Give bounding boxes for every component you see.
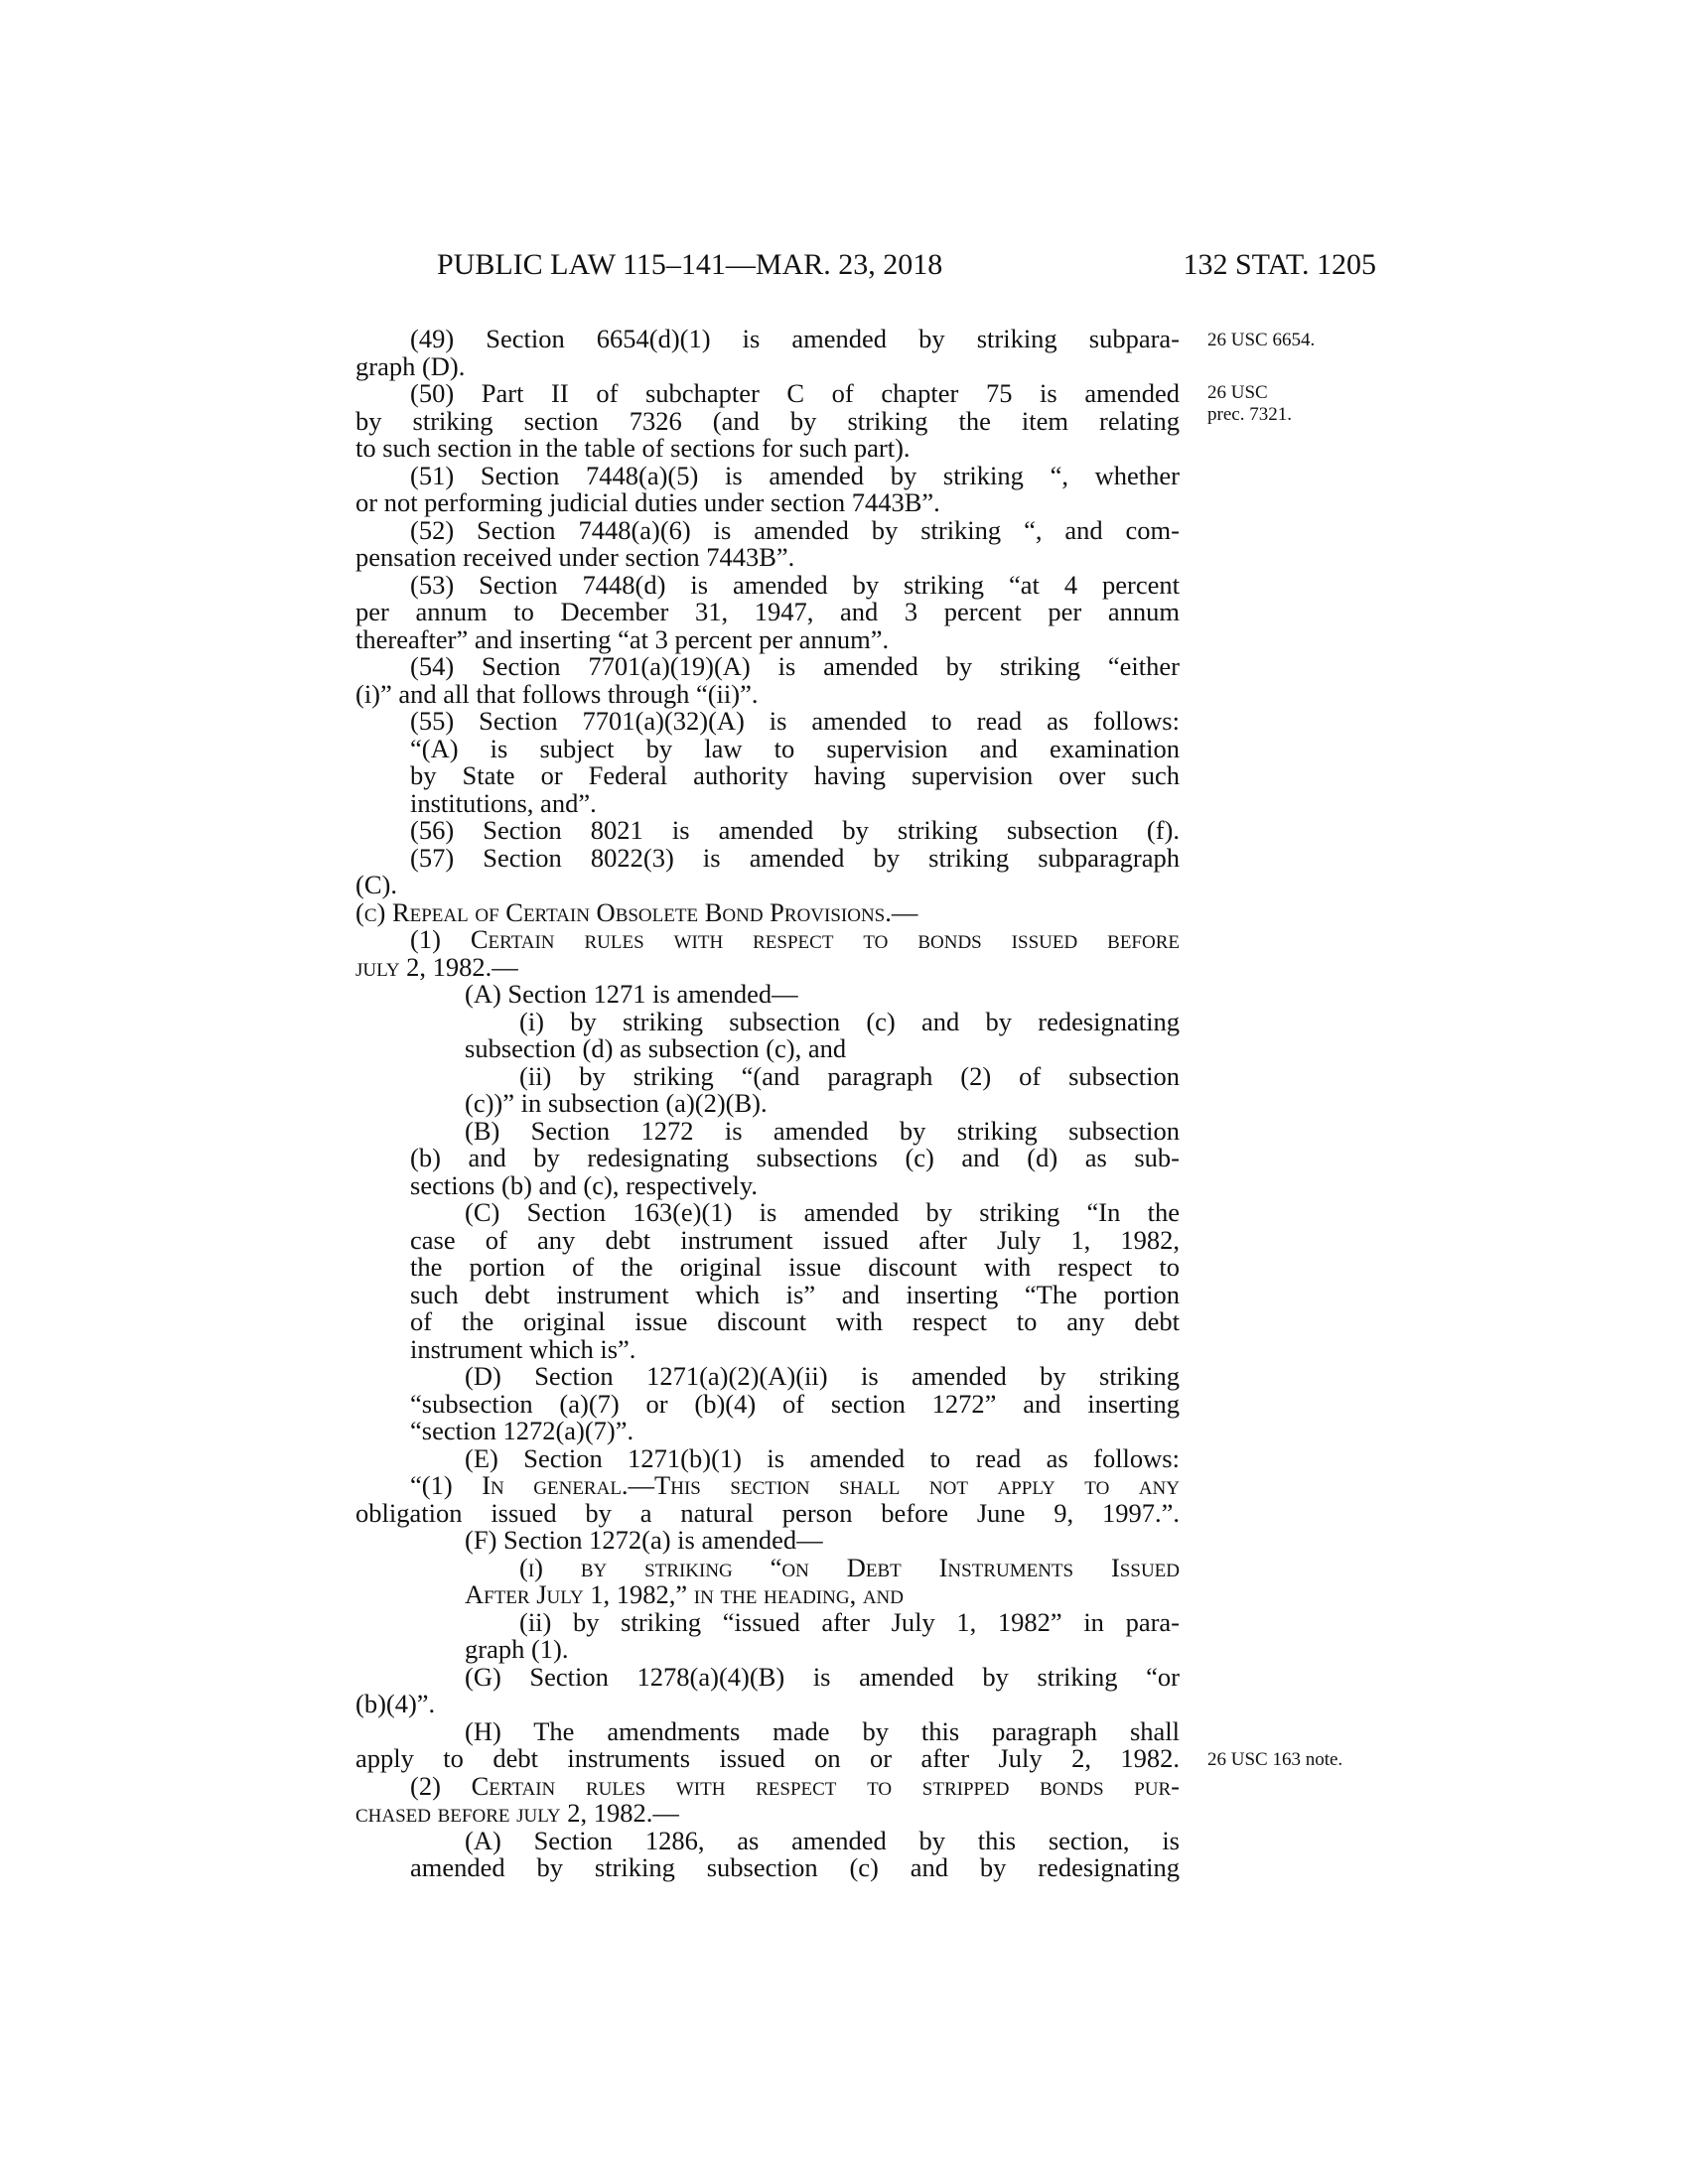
text-line: obligation issued by a natural person before June 9, 1997.”. bbox=[355, 1497, 1180, 1528]
text-line: (c))” in subsection (a)(2)(B). bbox=[465, 1088, 768, 1118]
statute-page-number: 132 STAT. 1205 bbox=[1183, 248, 1376, 281]
text-line: (A) Section 1286, as amended by this section, is bbox=[465, 1825, 1180, 1855]
text-line: (56) Section 8021 is amended by striking subsection (f). bbox=[410, 815, 1180, 845]
page-header bbox=[437, 245, 1376, 285]
document-body bbox=[355, 326, 1180, 1882]
text-line: (54) Section 7701(a)(19)(A) is amended by striking “either bbox=[410, 651, 1180, 681]
text-line: “section 1272(a)(7)”. bbox=[410, 1416, 634, 1445]
text-line: per annum to December 31, 1947, and 3 percent per annum bbox=[355, 597, 1180, 626]
text-line: institutions, and”. bbox=[410, 787, 597, 818]
text-line: (50) Part II of subchapter C of chapter 75 is amended bbox=[410, 378, 1180, 408]
text-line: (ii) by striking “issued after July 1, 1982” in para- bbox=[519, 1606, 1180, 1637]
text-line: (A) Section 1271 is amended— bbox=[465, 979, 798, 1009]
text-line: to such section in the table of sections for such part). bbox=[355, 433, 911, 463]
text-line: instrument which is”. bbox=[410, 1333, 636, 1364]
text-line: graph (D). bbox=[355, 350, 466, 381]
text-line: such debt instrument which is” and inserting “The portion bbox=[410, 1279, 1180, 1309]
margin-note-usc-prec-7321-b: prec. 7321. bbox=[1207, 404, 1292, 425]
text-line: (i) by striking subsection (c) and by redesignating bbox=[519, 1006, 1180, 1036]
text-line: (i)” and all that follows through “(ii)”. bbox=[355, 678, 759, 709]
text-line: (C). bbox=[355, 870, 397, 899]
text-line: amended by striking subsection (c) and by redesignating bbox=[410, 1852, 1180, 1882]
text-line: (ii) by striking “(and paragraph (2) of subsection bbox=[519, 1060, 1180, 1091]
margin-note-usc-prec-7321-a: 26 USC bbox=[1207, 382, 1268, 403]
paragraph-heading: (2) Certain rules with respect to stripped bonds pur- bbox=[410, 1770, 1180, 1801]
text-line: (i) by striking “on Debt Instruments Issued bbox=[519, 1552, 1180, 1582]
text-line: apply to debt instruments issued on or after July 2, 1982. bbox=[355, 1743, 1180, 1773]
text-line: subsection (d) as subsection (c), and bbox=[465, 1033, 847, 1063]
text-line: “(1) In general.—This section shall not apply to any bbox=[410, 1470, 1180, 1500]
text-line: (D) Section 1271(a)(2)(A)(ii) is amended by striking bbox=[465, 1361, 1180, 1391]
text-line: (52) Section 7448(a)(6) is amended by striking “, and com- bbox=[410, 514, 1180, 545]
paragraph-heading: july 2, 1982.— bbox=[355, 951, 518, 982]
text-line: sections (b) and (c), respectively. bbox=[410, 1169, 758, 1200]
text-line: (57) Section 8022(3) is amended by striking subparagraph bbox=[410, 842, 1180, 873]
text-line: (G) Section 1278(a)(4)(B) is amended by striking “or bbox=[465, 1661, 1180, 1692]
text-line: (b)(4)”. bbox=[355, 1689, 436, 1718]
text-line: “subsection (a)(7) or (b)(4) of section 1272” and inserting bbox=[410, 1388, 1180, 1419]
text-line: (53) Section 7448(d) is amended by striking “at 4 percent bbox=[410, 569, 1180, 600]
running-head-title: PUBLIC LAW 115–141—MAR. 23, 2018 bbox=[437, 248, 943, 281]
text-line: (51) Section 7448(a)(5) is amended by striking “, whether bbox=[410, 460, 1180, 490]
text-line: (49) Section 6654(d)(1) is amended by striking subpara- bbox=[410, 324, 1180, 353]
text-line: (E) Section 1271(b)(1) is amended to read as follows: bbox=[465, 1442, 1180, 1473]
paragraph-heading: chased before july 2, 1982.— bbox=[355, 1798, 679, 1828]
subsection-heading: (c) Repeal of Certain Obsolete Bond Provisions.— bbox=[355, 896, 918, 927]
margin-note-usc-6654: 26 USC 6654. bbox=[1207, 330, 1316, 350]
text-line: (B) Section 1272 is amended by striking subsection bbox=[465, 1115, 1180, 1146]
text-line: of the original issue discount with respect to any debt bbox=[410, 1306, 1180, 1336]
text-line: by State or Federal authority having supervision over such bbox=[410, 760, 1180, 790]
text-line: “(A) is subject by law to supervision and examination bbox=[410, 733, 1180, 763]
text-line: (F) Section 1272(a) is amended— bbox=[465, 1525, 823, 1555]
text-line: (C) Section 163(e)(1) is amended by striking “In the bbox=[465, 1197, 1180, 1227]
text-line: graph (1). bbox=[465, 1634, 569, 1664]
text-line: After July 1, 1982,” in the heading, and bbox=[465, 1579, 904, 1609]
margin-note-usc-163-note: 26 USC 163 note. bbox=[1207, 1749, 1343, 1770]
text-line: (H) The amendments made by this paragraph shall bbox=[465, 1715, 1180, 1746]
text-line: thereafter” and inserting “at 3 percent per annum”. bbox=[355, 623, 890, 654]
text-line: (55) Section 7701(a)(32)(A) is amended to read as follows: bbox=[410, 706, 1180, 736]
paragraph-heading: (1) Certain rules with respect to bonds issued before bbox=[410, 924, 1180, 954]
text-line: case of any debt instrument issued after July 1, 1982, bbox=[410, 1224, 1180, 1255]
text-line: the portion of the original issue discount with respect to bbox=[410, 1252, 1180, 1282]
text-line: by striking section 7326 (and by striking the item relating bbox=[355, 405, 1180, 436]
text-line: or not performing judicial duties under section 7443B”. bbox=[355, 487, 940, 517]
text-line: (b) and by redesignating subsections (c) and (d) as sub- bbox=[410, 1143, 1180, 1172]
text-line: pensation received under section 7443B”. bbox=[355, 542, 795, 572]
